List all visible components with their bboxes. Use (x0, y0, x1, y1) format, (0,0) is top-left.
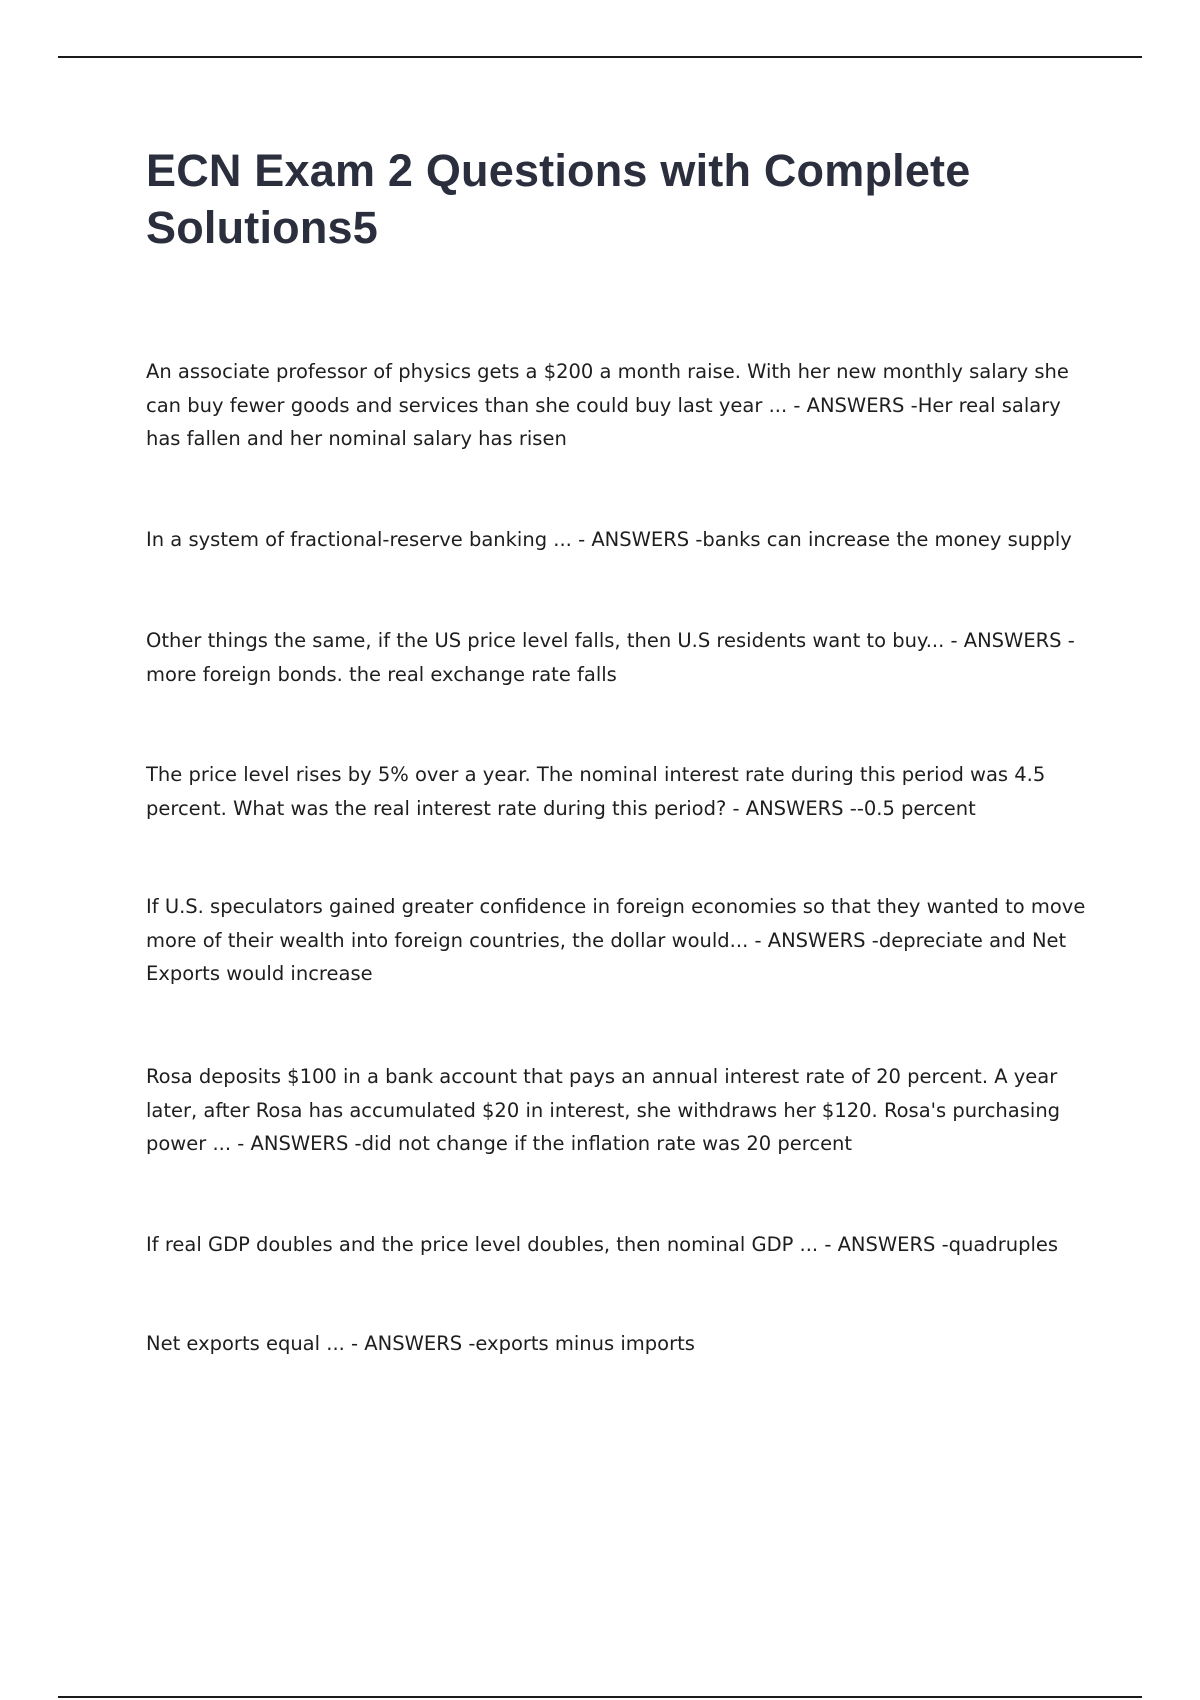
qa-item (146, 758, 1096, 825)
answer-text: exports minus imports (475, 1332, 695, 1355)
answers-separator: - ANSWERS - (748, 928, 879, 952)
answer-text: depreciate and Net Exports would increase (146, 928, 1067, 985)
qa-item (146, 523, 1096, 557)
answer-text: more foreign bonds. the real exchange rate falls (146, 662, 617, 686)
question-text: If U.S. speculators gained greater confidence in foreign economies so that they wanted to move more of their wealth into foreign countries, the dollar would... (146, 895, 1086, 952)
qa-item (146, 1228, 1096, 1262)
qa-item (146, 890, 1096, 991)
answer-text: quadruples (948, 1233, 1059, 1256)
question-text: The price level rises by 5% over a year. The nominal interest rate during this period was 4.5 percent. What was the real interest rate during this period? (146, 763, 1046, 820)
document-title: ECN Exam 2 Questions with Complete Solutions5 (146, 145, 971, 253)
answers-separator: - ANSWERS - (726, 796, 857, 820)
question-text: An associate professor of physics gets a $200 a month raise. With her new monthly salary she can buy fewer goods and services than she could buy last year ... (146, 360, 1069, 417)
qa-item (146, 1327, 1096, 1361)
footer-rule (58, 1696, 1142, 1698)
qa-item (146, 624, 1096, 691)
qa-item (146, 1060, 1096, 1161)
answer-text: Her real salary has fallen and her nominal salary has risen (146, 393, 1061, 450)
answers-separator: - ANSWERS - (944, 629, 1075, 652)
answer-text: banks can increase the money supply (702, 528, 1072, 551)
question-text: If real GDP doubles and the price level doubles, then nominal GDP ... (146, 1233, 819, 1256)
header-rule (58, 56, 1142, 58)
qa-item (146, 355, 1096, 456)
answers-separator: - ANSWERS - (818, 1233, 949, 1256)
answer-text: did not change if the inflation rate was 20 percent (361, 1132, 853, 1155)
answers-separator: - ANSWERS - (787, 393, 918, 417)
question-text: Net exports equal ... (146, 1332, 345, 1355)
answers-separator: - ANSWERS - (571, 528, 703, 551)
answers-separator: - ANSWERS - (231, 1132, 362, 1155)
question-text: Rosa deposits $100 in a bank account that pays an annual interest rate of 20 percent. A year later, after Rosa has accumulated $20 in interest, she withdraws her $120. Rosa's purchasing power ... (146, 1065, 1061, 1155)
question-text: In a system of fractional-reserve banking ... (146, 528, 572, 551)
answer-text: -0.5 percent (856, 796, 976, 820)
question-text: Other things the same, if the US price level falls, then U.S residents want to buy... (146, 629, 945, 652)
answers-separator: - ANSWERS - (344, 1332, 476, 1355)
